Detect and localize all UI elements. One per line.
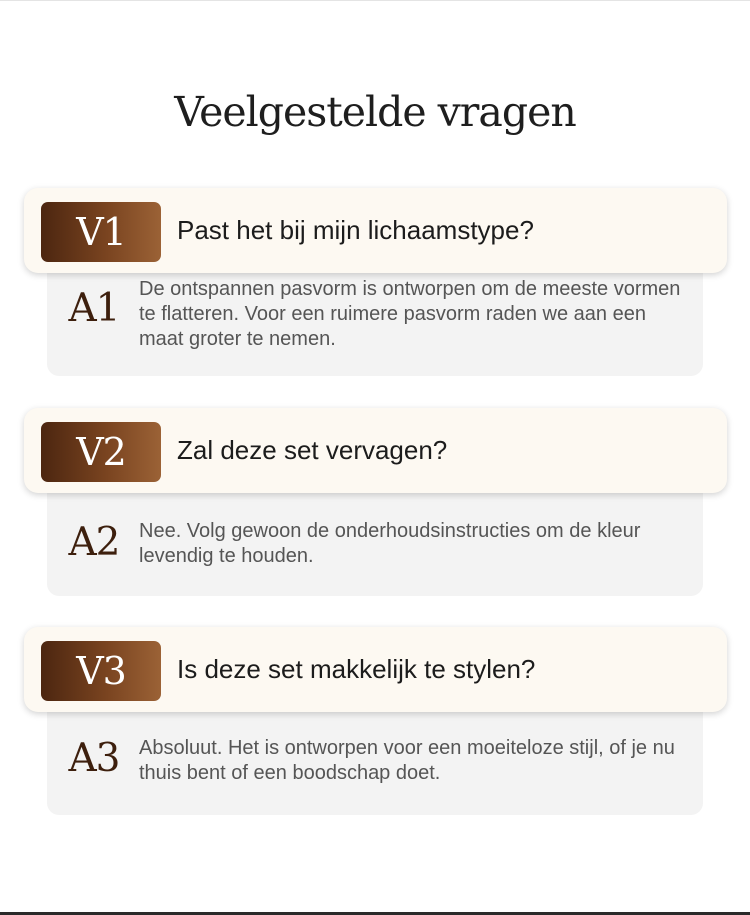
question-badge: V2 xyxy=(41,422,161,482)
page-title: Veelgestelde vragen xyxy=(174,88,576,136)
answer-card xyxy=(47,695,703,815)
question-badge: V3 xyxy=(41,641,161,701)
answer-text: Absoluut. Het is ontworpen voor een moeiteloze stijl, of je nu thuis bent of een boodschap doet. xyxy=(139,737,675,784)
question-text: Is deze set makkelijk te stylen? xyxy=(177,654,536,684)
question-text: Past het bij mijn lichaamstype? xyxy=(177,215,534,245)
answer-badge: A2 xyxy=(68,520,120,565)
answer-badge: A1 xyxy=(68,286,120,331)
answer-card xyxy=(47,476,703,596)
answer-card xyxy=(47,256,703,376)
question-card[interactable] xyxy=(24,188,727,273)
answer-text: De ontspannen pasvorm is ontworpen om de meeste vormen te flatteren. Voor een ruimere pasvorm raden we aan een maat groter te nemen. xyxy=(139,278,681,350)
answer-text: Nee. Volg gewoon de onderhoudsinstructies om de kleur levendig te houden. xyxy=(139,520,641,567)
answer-badge: A3 xyxy=(68,736,120,781)
top-divider xyxy=(0,0,750,1)
question-text: Zal deze set vervagen? xyxy=(177,435,448,465)
question-badge: V1 xyxy=(41,202,161,262)
question-card[interactable] xyxy=(24,408,727,493)
question-card[interactable] xyxy=(24,627,727,712)
